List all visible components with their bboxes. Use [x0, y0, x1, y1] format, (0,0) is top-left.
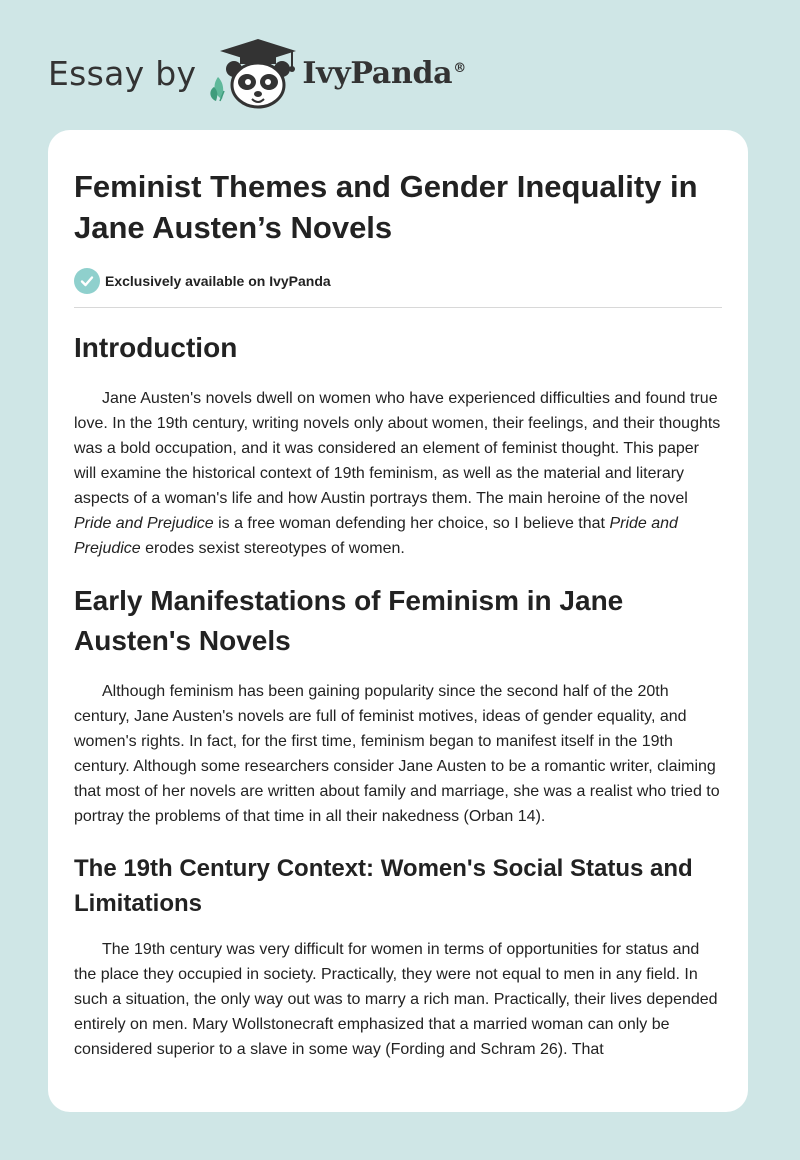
exclusive-badge [74, 267, 722, 295]
check-circle-icon [74, 268, 100, 294]
book-title: Pride and Prejudice [74, 515, 678, 557]
essay-card [48, 130, 748, 1112]
registered-mark: ® [453, 60, 466, 76]
section-heading-introduction: Introduction [74, 332, 238, 363]
book-title: Pride and Prejudice [74, 515, 214, 532]
section-heading-early-manifestations: Early Manifestations of Feminism in Jane Austen's Novels [74, 585, 624, 656]
section-heading-19th-century-context: The 19th Century Context: Women's Social Status and Limitations [74, 855, 693, 917]
brand-header[interactable] [48, 38, 466, 108]
divider [74, 307, 722, 308]
paragraph-introduction: Jane Austen's novels dwell on women who have experienced difficulties and found true love. In the 19th century, writing novels only about women, their feelings, and their thoughts was a bold occupation, and it was considered an element of feminist thought. This paper will examine the historical context of 19th feminism, as well as the material and literary aspects of a woman's life and how Austin portrays them. The main heroine of the novel Pride and Prejudice is a free woman defending her choice, so I believe that Pride and Prejudice erodes sexist stereotypes of women. [74, 390, 721, 557]
essay-title: Feminist Themes and Gender Inequality in Jane Austen’s Novels [74, 169, 698, 245]
badge-text: Exclusively available on IvyPanda [105, 273, 331, 289]
paragraph-early-manifestations: Although feminism has been gaining popularity since the second half of the 20th century, Jane Austen's novels are full of feminist motives, ideas of gender equality, and women's rights. In fact, for the first time, feminism began to manifest itself in the 19th century. Although some researchers consider Jane Austen to be a romantic writer, claiming that most of her novels are written about family and marriage, she was a realist who tried to portray the problems of that time in all their nakedness (Orban 14). [74, 683, 720, 825]
brand-prefix: Essay by [48, 53, 197, 93]
brand-name: IvyPanda® [302, 55, 466, 91]
paragraph-19th-century-context: The 19th century was very difficult for women in terms of opportunities for status and the place they occupied in society. Practically, they were not equal to men in any field. In such a situation, the only way out was to marry a rich man. Practically, their lives depended entirely on men. Mary Wollstonecraft emphasized that a married woman can only be considered superior to a slave in some way (Fording and Schram 26). That [74, 941, 718, 1058]
panda-graduate-icon [210, 37, 300, 109]
